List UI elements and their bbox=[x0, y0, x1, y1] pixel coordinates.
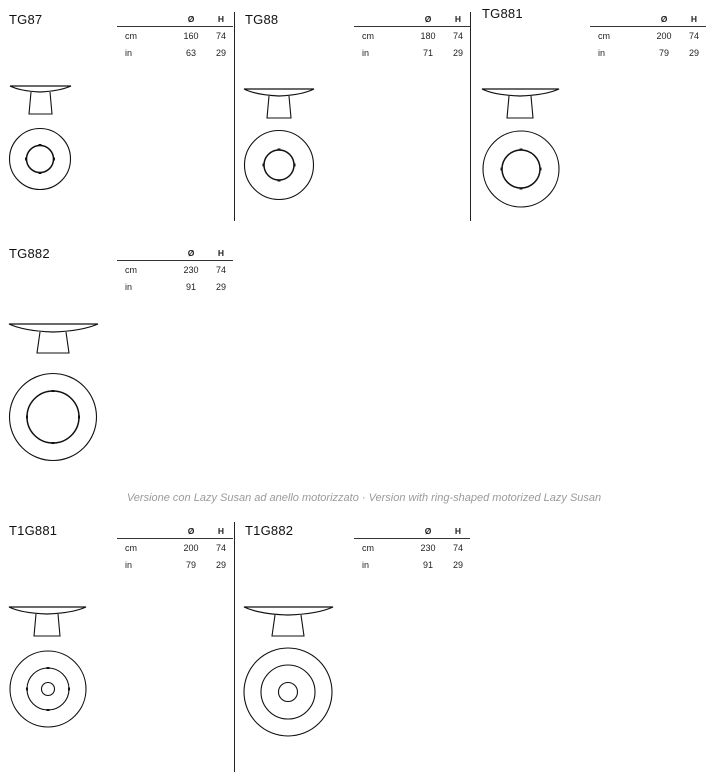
diameter-cell: 79 bbox=[185, 559, 196, 570]
unit-cell: in bbox=[125, 47, 133, 58]
dimensions-table-tg88 bbox=[354, 12, 470, 61]
header-diameter: Ø bbox=[424, 526, 432, 536]
table-row bbox=[117, 261, 233, 279]
unit-cell: cm bbox=[125, 264, 137, 275]
diameter-cell: 91 bbox=[422, 559, 433, 570]
side-view-drawing-tg882 bbox=[0, 318, 105, 358]
diameter-cell: 230 bbox=[183, 264, 199, 275]
diameter-cell: 79 bbox=[658, 47, 669, 58]
model-title-tg882: TG882 bbox=[9, 246, 50, 261]
top-view-drawing-tg87 bbox=[8, 127, 72, 191]
table-row bbox=[117, 556, 233, 573]
side-view-drawing-t1g882 bbox=[236, 601, 341, 641]
header-height: H bbox=[454, 526, 462, 536]
column-divider bbox=[234, 522, 235, 772]
header-height: H bbox=[217, 526, 225, 536]
table-row bbox=[590, 44, 706, 61]
table-row bbox=[354, 539, 470, 557]
header-height: H bbox=[454, 14, 462, 24]
dimensions-table-t1g881 bbox=[117, 524, 233, 573]
height-cell: 74 bbox=[452, 30, 463, 41]
diameter-cell: 91 bbox=[185, 281, 196, 292]
unit-cell: cm bbox=[125, 542, 137, 553]
height-cell: 29 bbox=[215, 47, 226, 58]
height-cell: 29 bbox=[452, 47, 463, 58]
table-row bbox=[117, 44, 233, 61]
header-height: H bbox=[690, 14, 698, 24]
top-view-drawing-tg882 bbox=[8, 372, 98, 462]
header-diameter: Ø bbox=[187, 248, 195, 258]
diameter-cell: 63 bbox=[185, 47, 196, 58]
height-cell: 74 bbox=[688, 30, 699, 41]
dimensions-table-tg882 bbox=[117, 246, 233, 295]
unit-cell: cm bbox=[362, 30, 374, 41]
lazy-susan-caption: Versione con Lazy Susan ad anello motorizzato · Version with ring-shaped motorized Lazy Susan bbox=[126, 492, 602, 504]
side-view-drawing-t1g881 bbox=[0, 602, 95, 642]
table-row bbox=[590, 27, 706, 45]
header-diameter: Ø bbox=[187, 526, 195, 536]
header-diameter: Ø bbox=[187, 14, 195, 24]
height-cell: 74 bbox=[215, 264, 226, 275]
unit-cell: in bbox=[362, 47, 370, 58]
model-title-tg881: TG881 bbox=[482, 6, 523, 21]
model-title-tg87: TG87 bbox=[9, 12, 43, 27]
unit-cell: in bbox=[362, 559, 370, 570]
height-cell: 29 bbox=[215, 559, 226, 570]
unit-cell: cm bbox=[125, 30, 137, 41]
top-view-drawing-tg88 bbox=[243, 129, 315, 201]
column-divider bbox=[234, 12, 235, 221]
header-unit bbox=[117, 246, 173, 261]
table-row bbox=[117, 539, 233, 557]
height-cell: 29 bbox=[688, 47, 699, 58]
model-title-t1g881: T1G881 bbox=[9, 523, 58, 538]
dimensions-table-t1g882 bbox=[354, 524, 470, 573]
table-row bbox=[117, 27, 233, 45]
header-unit bbox=[354, 12, 410, 27]
height-cell: 29 bbox=[452, 559, 463, 570]
diameter-cell: 180 bbox=[420, 30, 436, 41]
dimensions-table-tg881 bbox=[590, 12, 706, 61]
header-unit bbox=[117, 12, 173, 27]
table-row bbox=[354, 44, 470, 61]
header-height: H bbox=[217, 14, 225, 24]
height-cell: 74 bbox=[215, 30, 226, 41]
header-diameter: Ø bbox=[424, 14, 432, 24]
diameter-cell: 71 bbox=[422, 47, 433, 58]
header-unit bbox=[354, 524, 410, 539]
model-title-t1g882: T1G882 bbox=[245, 523, 294, 538]
height-cell: 74 bbox=[452, 542, 463, 553]
unit-cell: cm bbox=[598, 30, 610, 41]
height-cell: 74 bbox=[215, 542, 226, 553]
side-view-drawing-tg87 bbox=[0, 80, 90, 120]
top-view-drawing-t1g881 bbox=[8, 649, 88, 729]
table-row bbox=[117, 278, 233, 295]
table-row bbox=[354, 27, 470, 45]
dimensions-table-tg87 bbox=[117, 12, 233, 61]
unit-cell: in bbox=[125, 281, 133, 292]
top-view-drawing-t1g882 bbox=[243, 647, 333, 737]
header-height: H bbox=[217, 248, 225, 258]
unit-cell: in bbox=[598, 47, 606, 58]
unit-cell: cm bbox=[362, 542, 374, 553]
diameter-cell: 200 bbox=[656, 30, 672, 41]
header-unit bbox=[590, 12, 646, 27]
diameter-cell: 200 bbox=[183, 542, 199, 553]
header-unit bbox=[117, 524, 173, 539]
side-view-drawing-tg881 bbox=[474, 84, 569, 124]
top-view-drawing-tg881 bbox=[481, 129, 561, 209]
side-view-drawing-tg88 bbox=[236, 84, 326, 124]
diameter-cell: 160 bbox=[183, 30, 199, 41]
model-title-tg88: TG88 bbox=[245, 12, 279, 27]
height-cell: 29 bbox=[215, 281, 226, 292]
column-divider bbox=[470, 12, 471, 221]
diameter-cell: 230 bbox=[420, 542, 436, 553]
unit-cell: in bbox=[125, 559, 133, 570]
header-diameter: Ø bbox=[660, 14, 668, 24]
table-row bbox=[354, 556, 470, 573]
